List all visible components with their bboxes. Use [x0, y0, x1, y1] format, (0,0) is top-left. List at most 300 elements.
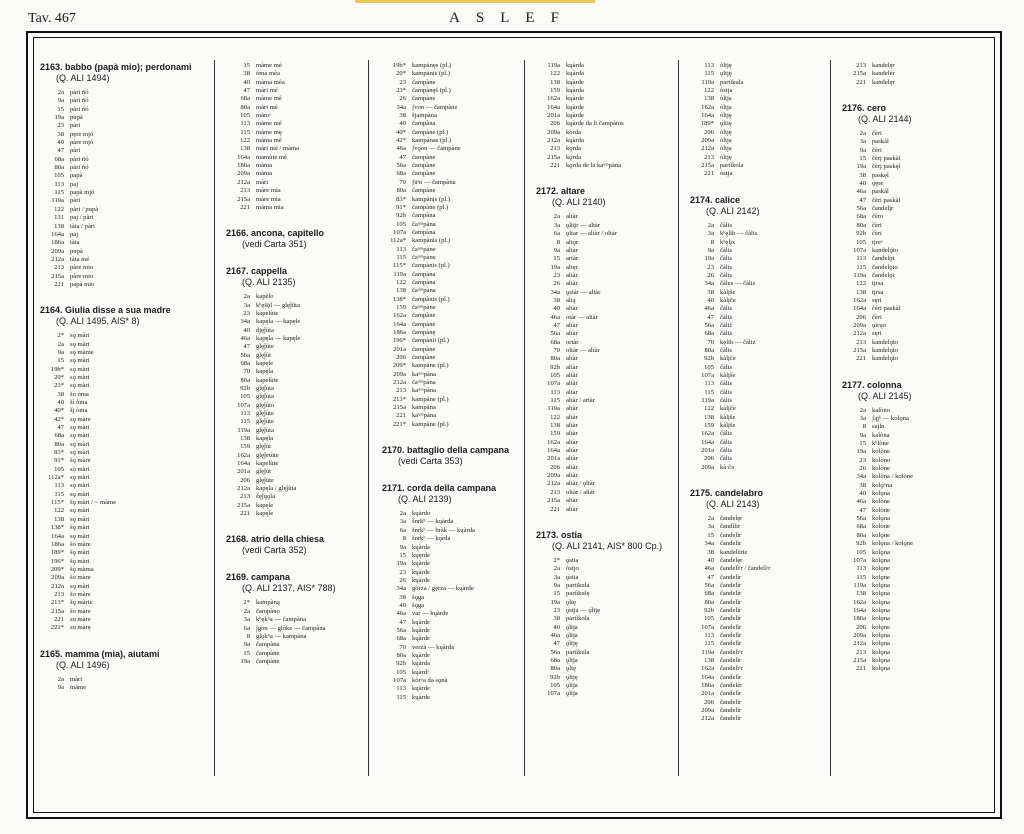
point-code: 122 — [704, 405, 714, 413]
table-row — [36, 223, 206, 231]
table-row — [378, 170, 514, 178]
point-code: 2* — [57, 332, 64, 340]
table-row — [378, 120, 514, 128]
table-row — [686, 549, 818, 557]
dialect-form: ǫ̀ltię — [720, 120, 732, 128]
dialect-form: čampàne — [412, 320, 436, 328]
point-code: 159 — [550, 87, 560, 95]
point-code: 115 — [704, 70, 714, 78]
dialect-form: čampàna — [256, 641, 280, 649]
table-row — [686, 230, 818, 238]
table-row — [838, 532, 994, 540]
point-code: 212a — [393, 379, 406, 387]
point-code: 40 — [707, 556, 714, 564]
dialect-form: ǫltǭr — altàr — [566, 221, 601, 229]
point-code: 215a — [237, 195, 250, 203]
point-code: 9a — [399, 543, 406, 551]
table-row — [532, 297, 666, 305]
table-row — [378, 412, 514, 420]
dialect-form: mamùte mé — [256, 153, 287, 161]
point-code: 107a — [547, 380, 560, 388]
table-row — [532, 272, 666, 280]
point-code: 115 — [240, 128, 250, 136]
table-row — [532, 582, 666, 590]
dialect-form: tàta mé — [70, 255, 90, 263]
point-code: 206 — [856, 623, 866, 631]
point-code: 213 — [240, 493, 250, 501]
table-row — [532, 472, 666, 480]
table-row — [378, 321, 514, 329]
table-row — [686, 70, 818, 78]
dialect-form: màme mé — [256, 62, 282, 69]
table-row — [686, 154, 818, 162]
table-row — [36, 248, 206, 256]
dialect-form: čàlis — [720, 447, 733, 455]
table-row — [686, 649, 818, 657]
table-row — [222, 120, 358, 128]
point-code: 2a — [859, 130, 866, 138]
dialect-form: čampàne — [256, 649, 280, 657]
table-row — [532, 480, 666, 488]
point-code: 105 — [240, 393, 250, 401]
table-row — [378, 362, 514, 370]
table-row — [532, 305, 666, 313]
table-row — [222, 427, 358, 435]
table-row — [36, 684, 206, 692]
table-row — [378, 346, 514, 354]
table-row — [532, 397, 666, 405]
point-code: 105 — [240, 112, 250, 120]
dialect-form: kandelèr — [872, 70, 895, 78]
point-code: 138 — [54, 515, 64, 523]
table-row — [222, 402, 358, 410]
table-row — [36, 181, 206, 189]
table-row — [36, 97, 206, 105]
dialect-form: ǫ̀ltę — [566, 665, 576, 673]
table-row — [686, 422, 818, 430]
dialect-form: kandelèrie — [720, 548, 748, 556]
point-code: 83* — [54, 449, 64, 457]
table-row — [686, 112, 818, 120]
dialect-form: ǫltję — [720, 70, 732, 78]
dialect-form: čandelìr — [720, 640, 742, 648]
map-entry — [36, 649, 206, 693]
dialect-form: čandelǫ̀to — [872, 263, 898, 271]
table-row — [686, 565, 818, 573]
dialect-form: kapęle — [256, 510, 274, 518]
table-row — [222, 327, 358, 335]
table-row — [686, 523, 818, 531]
point-code: 122 — [550, 413, 560, 421]
point-code: 56a — [856, 205, 866, 213]
map-entry — [378, 445, 514, 467]
table-row — [686, 624, 818, 632]
point-code: 119a — [51, 197, 64, 205]
point-code: 186a — [393, 329, 406, 336]
dialect-form: artàr — [566, 255, 579, 263]
table-row — [532, 590, 666, 598]
dialect-form: čampànii (pl.) — [412, 337, 449, 345]
table-row — [686, 255, 818, 263]
point-code: 107a — [701, 372, 714, 379]
table-row — [222, 460, 358, 468]
table-row — [532, 632, 666, 640]
point-code: 8 — [402, 535, 406, 543]
table-row — [378, 262, 514, 270]
table-row — [686, 607, 818, 615]
table-row — [36, 507, 206, 515]
point-code: 40 — [859, 490, 866, 498]
point-code: 113 — [54, 180, 64, 188]
table-row — [378, 187, 514, 195]
table-row — [532, 322, 666, 330]
point-code: 209a — [51, 247, 64, 255]
table-row — [838, 264, 994, 272]
point-code: 70 — [399, 643, 406, 651]
dialect-form: kolǫ̀ne — [872, 565, 890, 573]
dialect-form: altàr — [566, 505, 578, 513]
dialect-form: kaᵘᵐpàna — [412, 370, 437, 378]
point-code: 115 — [550, 397, 560, 405]
point-code: 23 — [707, 263, 714, 271]
point-code: 80a — [240, 103, 250, 111]
table-row — [838, 138, 994, 146]
dialect-form: sǫ màri — [70, 340, 90, 348]
dialect-form: pàri — [70, 122, 81, 130]
entry-reference: (Q. ALI 1494) — [56, 73, 110, 83]
point-code: 56a — [396, 162, 406, 170]
dialect-form: kʰlòne — [872, 440, 889, 448]
map-entry — [378, 62, 514, 429]
point-code: 186a — [853, 615, 866, 623]
table-row — [222, 452, 358, 460]
map-entry — [222, 228, 358, 250]
point-code: 209a — [547, 472, 560, 480]
point-code: 164a — [701, 673, 714, 681]
entry-title: 2177. colonna — [842, 379, 902, 390]
table-row — [686, 104, 818, 112]
dialect-form: kolòno — [872, 456, 891, 464]
dialect-form: kampàne (pl.) — [412, 395, 449, 403]
point-code: 38 — [399, 112, 406, 120]
dialect-form: čandelìr — [720, 715, 742, 723]
dialect-form: kolǫ̀ne — [872, 531, 890, 539]
point-code: 47 — [859, 196, 866, 204]
table-row — [378, 312, 514, 320]
point-code: 38 — [707, 288, 714, 296]
map-entry — [222, 62, 358, 212]
dialect-form: sǫ màri — [70, 507, 90, 515]
dialect-form: čęĵųǫla — [256, 493, 276, 501]
table-row — [838, 473, 994, 481]
point-code: 138 — [704, 95, 714, 103]
table-row — [838, 130, 994, 138]
table-row — [222, 293, 358, 301]
point-code: 213* — [392, 395, 406, 403]
table-row — [36, 399, 206, 407]
dialect-form: altęr — [566, 263, 578, 271]
table-row — [532, 430, 666, 438]
point-code: 113 — [856, 255, 866, 263]
dialect-form: pàri n̄ó — [70, 164, 89, 172]
table-row — [532, 355, 666, 363]
point-code: 206 — [240, 476, 250, 484]
point-code: 80a — [856, 221, 866, 229]
table-row — [36, 206, 206, 214]
dialect-form: čampàne — [412, 95, 436, 103]
dialect-form: ǫ̀stja — ǫ̀ltję — [566, 606, 601, 614]
dialect-form: kampàna — [412, 404, 436, 412]
table-row — [378, 527, 514, 535]
entry-heading — [842, 380, 994, 402]
point-code: 19a — [856, 448, 866, 456]
dialect-form: kapèlo — [256, 293, 274, 301]
dialect-form: glęĵùte — [256, 343, 274, 351]
table-row — [378, 79, 514, 87]
dialect-form: ortàr — [566, 338, 579, 346]
point-code: 162a — [237, 451, 250, 459]
table-row — [686, 222, 818, 230]
point-code: 115 — [856, 573, 866, 581]
dialect-form: màma — [256, 162, 273, 170]
dialect-form: čandelèr — [720, 682, 743, 689]
dialect-form: čampàno — [256, 607, 280, 615]
point-code: 3a — [553, 573, 560, 581]
point-code: 9a — [57, 97, 64, 105]
point-code: 15 — [57, 105, 64, 113]
point-code: 162a — [547, 438, 560, 446]
point-code: 162a — [701, 430, 714, 438]
table-row — [532, 690, 666, 698]
point-code: 40 — [243, 78, 250, 86]
point-code: 159 — [240, 443, 250, 451]
point-code: 68a — [396, 635, 406, 643]
table-row — [222, 162, 358, 170]
point-code: 215a — [51, 272, 64, 280]
table-row — [532, 70, 666, 78]
point-code: 212a — [701, 715, 714, 723]
point-code: 34a — [704, 280, 714, 288]
dialect-form: čandelìr — [720, 656, 742, 664]
point-code: 68a — [54, 432, 64, 440]
entry-reference: (Q. ALI 2140) — [552, 197, 606, 208]
dialect-form: kųàrda — [566, 137, 584, 145]
point-code: 201a — [237, 468, 250, 476]
point-code: 122 — [704, 87, 714, 95]
dialect-form: kųàrde da li čampànis — [566, 120, 624, 128]
point-code: 213 — [856, 648, 866, 656]
dialect-form: altàr — [566, 472, 578, 480]
table-row — [532, 574, 666, 582]
point-code: 221 — [396, 412, 406, 420]
table-row — [378, 694, 514, 702]
dialect-form: ǫ̀ltja — [566, 656, 578, 664]
point-code: 92b — [396, 212, 406, 220]
dialect-form: kolǫ̀na / kolǫ̀ne — [872, 540, 914, 548]
top-accent-bar — [355, 0, 595, 3]
table-row — [532, 489, 666, 497]
point-code: 34a — [396, 103, 406, 111]
point-code: 23 — [57, 122, 64, 130]
table-row — [838, 79, 994, 87]
dialect-form: òltja — [720, 145, 732, 153]
point-code: 164a — [853, 606, 866, 614]
table-row — [686, 314, 818, 322]
dialect-form: kòrda — [566, 128, 582, 136]
dialect-form: čàlič — [720, 321, 733, 329]
table-row — [36, 231, 206, 239]
dialect-form: kàlįče — [720, 355, 736, 363]
point-code: 92b — [550, 673, 560, 681]
point-code: 46a — [856, 498, 866, 506]
map-entry — [222, 534, 358, 556]
point-code: 215a — [237, 501, 250, 509]
table-row — [378, 685, 514, 693]
point-code: 2a — [57, 340, 64, 348]
point-code: 213* — [50, 599, 64, 607]
table-row — [36, 424, 206, 432]
dialect-form: čàlis — [720, 346, 733, 354]
table-row — [378, 271, 514, 279]
table-row — [532, 247, 666, 255]
table-row — [36, 516, 206, 524]
dialect-form: màmᵃ — [256, 112, 271, 120]
table-row — [378, 577, 514, 585]
table-row — [222, 485, 358, 493]
dialect-form: kųàrde — [566, 95, 584, 103]
table-row — [36, 147, 206, 155]
table-row — [532, 314, 666, 322]
dialect-form: ǫ̀ltja — [566, 623, 578, 631]
table-row — [686, 62, 818, 70]
dialect-form: òstja — [720, 170, 733, 178]
dialect-form: kolòne — [872, 448, 890, 456]
dialect-form: kandelǫ̀to — [872, 246, 899, 254]
table-row — [838, 482, 994, 490]
table-row — [36, 156, 206, 164]
point-code: 19a — [396, 560, 406, 568]
dialect-form: čampànis (pl.) — [412, 295, 450, 303]
point-code: 206 — [396, 354, 406, 362]
dialect-form: čampàne (pl.) — [412, 203, 449, 211]
dialect-form: kandelǫ̀to — [872, 346, 899, 354]
table-row — [532, 120, 666, 128]
dialect-form: sǫ màri — [70, 490, 90, 498]
table-row — [222, 502, 358, 510]
dialect-form: šnrkʰ — kǫrda — [412, 535, 451, 543]
table-row — [532, 624, 666, 632]
point-code: 119a — [701, 78, 714, 86]
dialect-form: šǫ màri — [70, 557, 90, 565]
dialect-form: ǫ̀irųo — [872, 321, 886, 329]
point-code: 209a — [547, 128, 560, 136]
dialect-form: čampàne — [412, 187, 436, 195]
dialect-form: kųàrde — [412, 651, 430, 659]
table-row — [222, 468, 358, 476]
dialect-form: kʰęlįx — [720, 238, 736, 246]
dialect-form: čaᵘᵐpàne — [412, 303, 436, 311]
table-row — [532, 640, 666, 648]
table-row — [222, 385, 358, 393]
dialect-form: kampàne (pl.) — [412, 420, 449, 428]
table-row — [222, 95, 358, 103]
dialect-form: ǫ̀ltja — [566, 631, 578, 639]
table-row — [378, 95, 514, 103]
table-row — [686, 657, 818, 665]
dialect-form: kapelùte — [256, 309, 279, 317]
table-row — [838, 640, 994, 648]
table-row — [838, 574, 994, 582]
table-row — [838, 523, 994, 531]
point-code: 47 — [399, 153, 406, 161]
point-code: 221 — [856, 78, 866, 86]
table-row — [838, 557, 994, 565]
point-code: 213 — [54, 590, 64, 598]
table-row — [378, 371, 514, 379]
point-code: 105 — [704, 363, 714, 371]
dialect-form: sǫ màri — [70, 424, 90, 432]
point-code: 56a — [240, 351, 250, 359]
entry-heading — [226, 572, 358, 594]
dialect-form: kalòna — [872, 431, 890, 439]
dialect-form: čampàne — [412, 78, 436, 86]
table-row — [36, 499, 206, 507]
entry-reference: (vedi Carta 352) — [242, 545, 307, 556]
dialect-form: sǫ màri — [70, 332, 90, 340]
table-row — [686, 280, 818, 288]
dialect-form: kolǫna — [872, 615, 890, 623]
dialect-form: ǫ̀ltję — [566, 640, 578, 648]
map-entry — [838, 103, 994, 364]
table-row — [532, 599, 666, 607]
point-code: 186a — [237, 162, 250, 170]
dialect-form: šj òma — [70, 407, 88, 415]
entry-reference: (Q. ALI 2145) — [858, 390, 912, 401]
point-code: 186a — [51, 239, 64, 247]
point-code: 105 — [856, 238, 866, 246]
table-row — [378, 619, 514, 627]
dialect-form: kolǫne — [872, 573, 890, 581]
dialect-form: ǫṣtàr — altàr — [566, 288, 601, 296]
column-4 — [532, 62, 666, 782]
point-code: 56a — [396, 626, 406, 634]
table-row — [686, 347, 818, 355]
table-row — [378, 354, 514, 362]
point-code: 162a — [701, 665, 714, 673]
map-entry — [532, 186, 666, 513]
entry-heading — [842, 103, 994, 125]
dialect-form: čandelìr — [720, 615, 742, 623]
map-entry — [36, 62, 206, 289]
table-row — [378, 70, 514, 78]
table-row — [532, 439, 666, 447]
point-code: 209a — [393, 370, 406, 378]
entry-reference: (Q. ALI 2141, AIS* 800 Cp.) — [552, 540, 663, 551]
dialect-form: kolǫna — [872, 640, 890, 648]
dialect-form: partìkola — [720, 162, 744, 170]
dialect-form: šǫ màri — [70, 524, 90, 532]
dialect-form: čampàne — [412, 345, 436, 353]
point-code: 19a — [550, 598, 560, 606]
dialect-form: ǫltar — altàr / oltàr — [566, 230, 617, 238]
point-code: 68a — [54, 155, 64, 163]
point-code: 38 — [859, 171, 866, 179]
table-row — [378, 154, 514, 162]
entry-title: 2176. cero — [842, 103, 887, 114]
dialect-form: kǫrda — [566, 145, 582, 153]
dialect-form: kęlih — čàliz — [720, 338, 756, 346]
table-row — [838, 415, 994, 423]
